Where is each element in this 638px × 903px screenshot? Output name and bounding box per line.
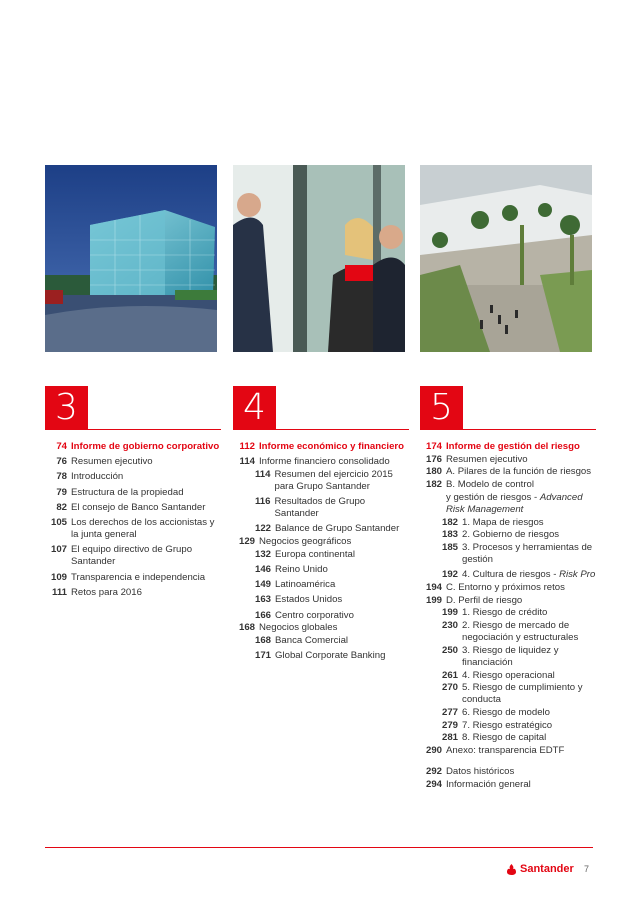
toc-subentry[interactable]	[420, 542, 596, 566]
toc-subentry[interactable]	[233, 610, 409, 622]
toc-title: Transparencia e independencia	[71, 571, 206, 583]
toc-subentry[interactable]	[233, 469, 409, 493]
toc-title-part: 4. Cultura de riesgos -	[462, 569, 560, 581]
toc-title: Estructura de la propiedad	[71, 486, 184, 498]
flame-icon	[506, 864, 517, 875]
toc-title: B. Modelo de control	[446, 479, 534, 491]
toc-page: 105	[50, 516, 67, 528]
toc-page	[420, 492, 446, 516]
toc-title: 3. Riesgo de liquidez y financiación	[462, 644, 559, 668]
toc-title: 1. Riesgo de crédito	[462, 607, 548, 619]
section-tab: 4	[233, 386, 276, 429]
toc-title	[446, 492, 596, 516]
photo-campus-aerial	[420, 165, 592, 352]
toc-title: Resumen ejecutivo	[446, 453, 528, 465]
toc-subentry[interactable]	[233, 496, 409, 520]
toc-page: 107	[50, 544, 67, 556]
toc-page: 168	[238, 622, 255, 634]
toc-title: El equipo directivo de Grupo Santander	[71, 544, 193, 568]
toc-page: 176	[425, 453, 442, 465]
toc-entry[interactable]	[45, 471, 221, 483]
toc-entry[interactable]	[233, 622, 409, 634]
toc-subentry[interactable]	[420, 720, 596, 732]
toc-page: 171	[255, 650, 272, 662]
toc-subentry[interactable]	[420, 607, 596, 619]
toc-title: 5. Riesgo de cumplimiento y conducta	[462, 682, 583, 706]
toc-entry[interactable]	[45, 456, 221, 468]
toc-title: 4. Riesgo operacional	[462, 669, 555, 681]
toc-page: 76	[56, 456, 67, 468]
section-3	[45, 386, 221, 602]
toc-title: Informe económico y financiero	[259, 441, 405, 452]
toc-page: 74	[56, 441, 67, 452]
toc-title: Latinoamérica	[275, 579, 336, 591]
toc-page: 279	[442, 719, 459, 731]
toc-subentry[interactable]	[233, 564, 409, 576]
toc-title: Centro corporativo	[275, 609, 354, 621]
toc-title: A. Pilares de la función de riesgos	[446, 466, 592, 478]
toc-title: Resumen del ejercicio 2015 para Grupo Santander	[274, 468, 393, 492]
toc-page: 182	[425, 479, 442, 491]
toc-title: Global Corporate Banking	[275, 650, 386, 662]
toc-entry[interactable]	[420, 766, 596, 778]
toc-title: Balance de Grupo Santander	[275, 523, 400, 535]
toc-title: 2. Riesgo de mercado de negociación y estructurales	[462, 619, 579, 644]
toc-page: 192	[442, 569, 459, 581]
toc-page: 194	[425, 581, 442, 593]
toc-page: 270	[442, 682, 459, 694]
toc-title: 3. Procesos y herramientas de gestión	[462, 541, 593, 565]
section-4	[233, 386, 409, 665]
toc-page: 112	[239, 441, 255, 452]
toc-subentry[interactable]	[420, 707, 596, 719]
toc-page: 174	[425, 441, 442, 452]
toc-entry[interactable]	[420, 454, 596, 466]
toc-title: 6. Riesgo de modelo	[462, 706, 551, 718]
toc-subentry[interactable]	[420, 569, 596, 581]
toc-title: Resultados de Grupo Santander	[274, 496, 366, 520]
toc-entry[interactable]	[45, 544, 221, 568]
toc-page: 168	[255, 634, 272, 646]
toc-list	[420, 441, 596, 791]
toc-page: 116	[255, 496, 271, 508]
photo-business-people	[233, 165, 405, 352]
toc-title: Informe de gestión del riesgo	[446, 441, 580, 452]
toc-title: El consejo de Banco Santander	[71, 501, 206, 513]
toc-entry[interactable]	[420, 466, 596, 478]
toc-title-italic: Advanced Risk Management	[446, 491, 583, 515]
toc-entry[interactable]	[420, 582, 596, 594]
toc-title: Negocios globales	[259, 622, 338, 634]
toc-page: 78	[56, 471, 67, 483]
toc-heading[interactable]	[45, 441, 221, 453]
brand-name: Santander	[520, 863, 574, 875]
toc-page: 230	[442, 619, 459, 631]
toc-page: 199	[442, 607, 459, 619]
toc-title: Los derechos de los accionistas y la junta general	[71, 516, 215, 541]
toc-subentry[interactable]	[233, 523, 409, 535]
toc-subentry[interactable]	[233, 650, 409, 662]
toc-entry[interactable]	[45, 517, 221, 541]
section-5	[420, 386, 596, 792]
section-rule	[45, 429, 221, 430]
section-tab: 5	[420, 386, 463, 429]
toc-page: 79	[56, 486, 67, 498]
toc-page: 146	[255, 564, 272, 575]
toc-entry[interactable]	[420, 745, 596, 757]
toc-page: 163	[255, 594, 272, 606]
toc-title	[462, 569, 596, 581]
toc-title: Datos históricos	[446, 766, 515, 778]
toc-page: 111	[52, 586, 67, 598]
toc-title: Introducción	[71, 471, 124, 483]
toc-title: Retos para 2016	[71, 586, 142, 598]
toc-entry[interactable]	[233, 456, 409, 468]
toc-page: 281	[442, 732, 459, 744]
toc-title: 1. Mapa de riesgos	[462, 516, 544, 528]
toc-page: 132	[255, 548, 272, 560]
toc-title: C. Entorno y próximos retos	[446, 581, 565, 593]
toc-entry-continued[interactable]	[420, 492, 596, 516]
toc-list	[233, 441, 409, 662]
toc-title: Informe de gobierno corporativo	[71, 441, 220, 452]
toc-title: Europa continental	[275, 548, 356, 560]
toc-page: 109	[50, 571, 67, 583]
toc-page: 277	[442, 706, 459, 718]
toc-subentry[interactable]	[420, 517, 596, 529]
photo-glass-building	[45, 165, 217, 352]
toc-entry[interactable]	[233, 536, 409, 548]
toc-subentry[interactable]	[233, 635, 409, 647]
toc-subentry[interactable]	[420, 670, 596, 682]
toc-title: Negocios geográficos	[259, 536, 352, 548]
page-number: 7	[584, 864, 590, 874]
toc-page: 199	[425, 594, 442, 606]
toc-page: 149	[255, 579, 272, 591]
toc-title-italic: Risk Pro	[559, 569, 596, 581]
toc-page: 180	[425, 466, 442, 478]
toc-page: 294	[425, 778, 442, 790]
toc-entry[interactable]	[45, 572, 221, 584]
toc-page: 292	[425, 766, 442, 778]
toc-page: 183	[442, 529, 459, 541]
toc-title: Información general	[446, 778, 531, 790]
toc-title: Informe financiero consolidado	[259, 456, 390, 468]
toc-page: 166	[255, 609, 272, 621]
toc-entry[interactable]	[420, 779, 596, 791]
toc-entry[interactable]	[420, 595, 596, 607]
toc-page: 185	[442, 541, 459, 553]
toc-page: 261	[442, 669, 459, 681]
toc-list	[45, 441, 221, 599]
toc-subentry[interactable]	[233, 594, 409, 606]
toc-subentry[interactable]	[420, 682, 596, 706]
toc-title: 8. Riesgo de capital	[462, 732, 547, 744]
toc-entry[interactable]	[45, 502, 221, 514]
toc-title: 2. Gobierno de riesgos	[462, 529, 560, 541]
toc-subentry[interactable]	[233, 549, 409, 561]
toc-title: Anexo: transparencia EDTF	[446, 745, 565, 757]
toc-page: 82	[56, 501, 67, 513]
section-tab: 3	[45, 386, 88, 429]
toc-entry[interactable]	[420, 479, 596, 491]
toc-subentry[interactable]	[233, 579, 409, 591]
toc-title: Banca Comercial	[275, 634, 349, 646]
toc-subentry[interactable]	[420, 645, 596, 669]
toc-subentry[interactable]	[420, 620, 596, 644]
toc-page: 129	[238, 536, 255, 548]
toc-heading[interactable]	[233, 441, 409, 453]
footer-rule	[45, 847, 593, 848]
section-rule	[233, 429, 409, 430]
toc-title: Estados Unidos	[275, 594, 343, 606]
santander-logo	[506, 863, 574, 875]
toc-title: 7. Riesgo estratégico	[462, 719, 553, 731]
section-rule	[420, 429, 596, 430]
toc-page: 290	[425, 745, 442, 757]
toc-entry[interactable]	[45, 487, 221, 499]
toc-heading[interactable]	[420, 441, 596, 453]
toc-entry[interactable]	[45, 587, 221, 599]
toc-title: D. Perfil de riesgo	[446, 594, 523, 606]
toc-subentry[interactable]	[420, 732, 596, 744]
toc-page: 114	[255, 468, 271, 480]
toc-title: Reino Unido	[275, 564, 328, 575]
toc-title: Resumen ejecutivo	[71, 456, 153, 468]
toc-subentry[interactable]	[420, 529, 596, 541]
toc-page: 114	[239, 456, 255, 468]
toc-page: 250	[442, 644, 459, 656]
toc-page: 122	[255, 523, 272, 535]
toc-page: 182	[442, 516, 459, 528]
toc-title-part: y gestión de riesgos -	[446, 491, 540, 503]
